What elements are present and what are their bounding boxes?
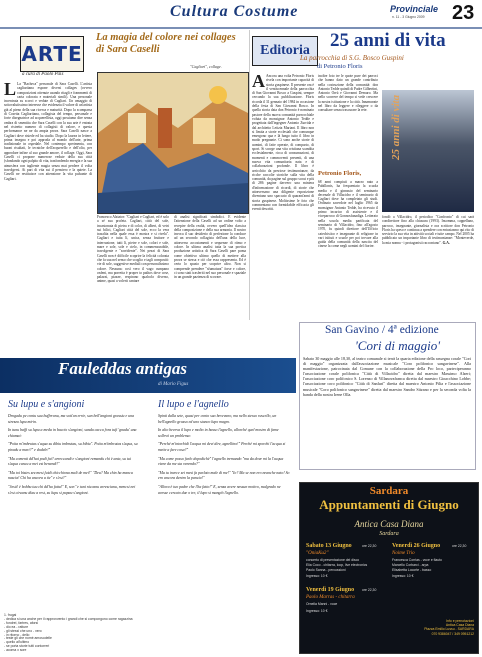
glossary-entry: - se porta storie tutti contorreri [4,644,50,649]
editoria-logo: Editoria [260,43,310,58]
ad-header: Sardara [369,485,409,497]
newspaper-brand: Provinciale [390,4,439,14]
event-2-names: Francesca Corrias - voce e flauto [392,558,442,562]
ad-title: Appuntamenti di Giugno [319,497,459,512]
poem-stanza: Drogadu pe contu suu bufferanu, ma sott'an errie, sun bell'angioni grassiu e una strezza lupu mirin. [8,414,135,424]
editoria-headline: 25 anni di vita [330,30,446,51]
poem-sardinian-title: Su lupu e s'angioni [8,399,85,410]
poem-stanza: In tunu baffi su lupu a meda in baccio s'angioni, sanda cacca fora tufi 'gnadu' una chiamai: [8,428,137,438]
arte-column-1-text: La "Bacheca" personale di Sara Caselli. L'artista cagliaritana espone diversi collages (ovvero composizioni ottenute usando ritagli e frammenti di carta colorata e materiali simili). Una personale incentrata su scorci e vedute di Cagliari. Un omaggio di sottovalutissimo interesse che evidenzia il valore di un'artista già al pieno della sua ricerca e maturità. Dopo la scomparsa di Cosetta Cagliaritana, collagista del tempo, personale e forte disegnatrice ad acquerellista, oggi possiamo dire senza ombra di smentita che Sara Caselli con la sua arte è entrata nel ristretto numero di collagisti di valore, e questa performance ne ne da ampia prova. Sara Caselli nasce a Cagliari dove risiede ed ha studio. Dopo la laurea in lettere, prima insegna e poi approda al mondo dell'arte, prima tradizionale in ospedale. Nel contempo sperimenta, con buoni risultati, le tecniche dell'acquerello e dell'olio, per approdare infine al suo grande amore, il collage. Oggi, Sara Caselli ci propone numerose vedute della sua città (sfondando ogni palpito di vita, trasfondendo energia e la sua atmosfera con tagliente magia senza mai perdere il volta travolgersi. Ai part di vita sui il pensiero e la quiete. La Caselli ne restituisce con attenzione la vita pulsante di Cagliari. [4,82,92,181]
poem-italian-title: Il lupo e l'agnello [158,399,229,410]
event-1-desc: concerto di presentazione del disco [306,558,360,562]
arte-column-2: Francesco Alziator: "Cagliari e Cagliari, ed è solo a sé sua profeta. Cagliari, città del sole, incastonata di pietra e di color, di alberi, di vetri sui bilici, Cagliari città del sole, ecco la vera trasaltia nella quale essa è mostra e si rivela". Cagliari e tutta lì, unica, senza fruttare e interruzione, tutti lì, pietre e sole, colori e sole, mare e sole, sole e cielo, in commensurabile, travolgente e "sorridente". Nei pezzi di Sara Caselli non è difficile scoprire la felicità colorata che fa sua nel senso che scoglio e tagli compositi: vie di sole, suggestive mediali con personalissimo colore. Nessuna: così vero il vago cumpano onfeni, ma porretta è proper to pathos dove cose, palazzi, piazze, respirano qualcolo diverso, anime, quasi a volerti cantare [97,215,169,284]
editoria-dropcap: A [252,74,265,91]
poem-italian [158,414,290,652]
editoria-author: di Petronio Floris [317,63,363,70]
glossary [4,614,144,653]
ad-info-block [400,619,474,636]
poem-stanza: "Allora è tuo padre che l'ha fatto!" E, senza avere nessun motivo, malgrado ne avesse cercato due o tre, il lupo si mangiò l'agnello. [158,484,281,495]
poem-stanza: "Jnsà! è bobbu tuu chi dd'ha fattu!" E, son' 'e tuni niccanu arrescianu, mencsi nei s'est circanu diau a rest, su lupu si papau s'angioni. [8,484,136,495]
ad-venue-sub: Sardara [379,531,399,537]
editoria-signature: G.A. [442,240,450,245]
arte-dropcap: L [4,82,17,99]
event-3-entry: Ingresso: 10 € [306,609,328,613]
san-gavino-title: San Gavino / 4ª edizione [325,324,439,336]
poem-stanza: "Ma come posso farlo dopodichè" l'agnello tremando "ma da dove mi la l'acqua viene da me sta venendo?" [158,456,284,467]
glossary-entry: - gli stessi che uno - vero [4,628,42,633]
book-cover-title: 25 anni di vita [390,94,402,160]
poem-stanza: In alto beveva il lupo e molto in basso l'agnello, allorché quel mostro di fame sollevò un problema: [158,428,279,438]
arte-column-1 [4,82,92,354]
poem-stanza: "Ma comenti dd'hai podi fai? arreccandi e s'angioni remandu chi è anta, su tui s'aqua cancu a mei est benendi!" [8,456,131,467]
event-1-date: Sabato 13 Giugno [306,543,352,549]
event-1-names: Elia Coco - chitarra, loop, live electronics [306,563,368,567]
section-title: Cultura Costume [170,3,299,20]
event-1-band: "OniaKu2" [306,551,329,556]
event-2-date: Venerdì 26 Giugno [392,543,441,549]
event-1-names2: Paolo Sanna - percussioni [306,568,346,572]
issue-date: n. 11 - 3 Giugno 2009 [392,15,425,19]
page-header [0,0,482,30]
editoria-column-4-text: fondò a Villacidro, il periodico "Confronto" di cui sarà condirettore fino alla chiusura (1993). Insomma, cappellano, parroco, insegnante, giornalista e ora scrittore don Petronio Floris ha speso e continua a spendere con entusiasmo qui rito di servizio la sua vita in attività sociali e tutte campo. Nel 2005 ha pubblicato un importante libro di testimonianze: "Monteverde, la mia nonna - i protagonisti raccontano". [382,215,474,245]
editoria-column-1 [252,74,314,320]
ad-info-line: Piazza Emilio Lussu - SARDARA [424,627,474,632]
poem-stanza: "Poita m'imbrutas s'aqua su dibiu imbrutau, su bibiu". Poita m'imbrutas s'aqua, su piradu a mari?" e dodele!" [8,442,138,452]
ad-info-line: 070 9386047 / 349 0951212 [431,631,474,636]
poem-stanza: "Ma tu invece sei mesi fa parlato male di me!" "Io? Ma se non ero neanche nato! So ero ancora dentro la pancia!" [158,470,290,481]
event-3-band: Paolo Marras - chitarra [306,595,355,600]
editoria-column-2: inoltre foto tre le quote pure dei parroci che hanno dato un grande contributo nella costruzione della comunità: don Antonio Tedde quindi di Padre Gilbertini, Antonio Orrù e Giovanni Demuro. Ma nello scorrere del tempo si vede crescere la nostra istituzione e la città. Innamorate nel libro da leggere e rileggere o da consultare senza trascurare la rete. [318,74,378,113]
glossary-entry: - quello all'ultimo [4,640,30,645]
glossary-entry: - fondrei, fartres, aforsi [4,620,39,625]
event-2-entry: Ingresso: 10 € [392,574,414,578]
editoria-column-1-text: Ancora una volta Petronio Floris rivela con importante capacità di storia guspinese. Il presente ora è il ventiscennale della parrocchia di San Giovanni Bosco a Guspini, sempre cercando la sua pubblicazione. Floris ricorda il 31 gennaio del 1984 in occasione della festa di San Giovanni Bosco. In quella storia data don Petronio è nominato pastore della nuova comunità parrocchiale voluta da monsignor Antonio Tedde e progettata dall'ingegner Antonio Zurrida e dal architetto Letizia Mariani. Il libro non si limita a storie ecclesiali che comunque emergono qua e là lungo tutto il libro in modo pregnante. Ci sono anche storie di uomini, di fatte operate, di comparto, di sport. Si scorge una vita cristiana scandita ecclesialmente, ricca di consumazioni, di momenti e commoventi presenti, di una nuova vita comunitaria nata e di collaborazioni profonde. Il libro è arricchito da preziose testimonianze, da ricche raccolte storiche sulla vita della comunità, da pagine sul gruppo scout e più di 286 pagine davvero una miniera d'informazione di ricordi, di storie che attraversano una diligente esposizione diventano uno spaccato di quarant'anni di storia guspinese. Moltissime le foto che commentano con formidabile efficacia gli eventi descritti. [252,74,314,212]
book-cover-image [382,90,474,212]
event-1-entry: Ingresso: 10 € [306,574,328,578]
arte-logo: ARTE [21,42,83,66]
collage-illustration [98,73,248,213]
page-number: 23 [452,2,475,24]
fauleddas-title: Fauleddas antigas [58,359,187,378]
glossary-entry: - in ritorno - dello [4,632,30,637]
glossary-entry: 1. frugai [4,613,17,617]
arte-author: a cura di Paolo Pais [22,72,64,77]
san-gavino-subtitle: 'Cori di maggio' [355,338,441,353]
collage-caption: "Cagliari", collage. [190,64,222,69]
glossary-entry: - acoma x sore [4,648,27,653]
event-2-band: Noime Trio [392,551,415,556]
column-divider [249,30,250,320]
petronio-heading: Petronio Floris, [318,170,362,177]
glossary-entry: - teste gli che nomè amosodelle [4,636,52,641]
poem-stanza: Spinti dalla sete, quasi per conto suo bevevano, ma nello stesso ruscello, un bell'agnello grasso ed uno stanco lupo magro. [158,414,277,424]
event-advertisement [299,482,479,654]
glossary-entry: - dedica si una anche per il rapprovvento i grandi che si compongono come ragazzina [4,616,133,621]
event-3-date: Venerdì 19 Giugno [306,587,355,593]
editoria-subtitle: La parrocchia di S.G. Bosco Guspini [300,54,404,62]
collage-image [97,72,249,214]
event-3-time: ore 22,30 [362,588,377,592]
header-rule [0,27,482,29]
event-2-time: ore 22,30 [452,544,467,548]
event-1-time: ore 22,30 [362,544,377,548]
poem-stanza: "Ma toi bistes sez mesi fuidi chicchiona mali de mei!" "Deu? Ma chin ha manca nascia! Chi ha ancora a tie" e s'est?" [8,470,133,481]
arte-column-3: di analisi significati simbolici. È evidente l'attenzione della Caselli ad un ordine volto a recepire della realtà, ovvero quell'idea classica della composizione e della sua armonia. Il nostro invoca il suo desiderio di perfezione la conduce ad un secondo collagista dell'una della luce, attraverso accostamenti e sequenze di ritmo e colore. In ultima analisi tutta la sua poetica produzione artistica di Sara Caselli pare poma come obiettivo ultimo quello di mettere alla prova se stessa e ciò che essa rappresenta. Ed è certo lo spazio per scoprire altro. Non si comprende prendere "sfumatura" forse e colore, ci sono stati trasferiti nel suo personale e spaziale in un grande pazienza di scovare. [174,215,246,280]
event-2-names2: Marcello Corbarci - arpa [392,563,429,567]
event-2-names3: Elisabetta Locorte - basso [392,568,432,572]
poem-sardinian [8,414,138,612]
glossary-entry: - dio ea - ratture [4,624,29,629]
editoria-column-4 [382,215,474,315]
san-gavino-body: Sabato 30 maggio alle 18,30, al teatro comunale si terrà la quarta edizione della rassegna corale "Cori di maggio" organizzata dall'associazione musicale "Coro polifonico sangavinese". Alla manifestazione, patrocinata dal Comune con la collaborazione della Pro loco, parteciperanno l'associazione corale polifonica "Città di Villacidro" diretta dal maestro Massimo Alzeri; l'associazione coro polifonico S. Lorenzo di Villanovafranca diretta dal maestro Gioacchino Lobbe; l'associazione coro polifonico "Città di Sanluri" diretta dal maestro Antonio Pilia e l'associazione musicale "Coro polifonico sangavinese" diretta dal maestro Sandro Sitzano e per la seconda volta la banda della nostra Irene Olla. [303,356,471,397]
ad-info-line: Antica Casa Diana [445,623,474,628]
editoria-column-3: 68 anni compiuti a marzo nato a Pabillonis, ha frequentato la scuola media e il ginnasio del seminario decenale di Villacidro e il seminario di Cagliari dove ha completato gli studi. Ordinato sacerdote nel luglio 1965 da monsignor Antonio Tedde, ha ricevuto il primo incarico di assistente e il viceparroco di Gonnosfanadiga. Letterato nella scuola media parificata del seminario di Villacidro, fino all'agosto 1970, fu quindi direttore dell'Ufficio catechistico e insegnante di religione in vari istituti e scuole per poi trovare alla guida della comunità della nascita del cinese la come negli uomini del fiorire. [318,180,378,249]
event-3-names: Ornella Manni - voce [306,602,338,606]
arte-logo-box [20,36,84,72]
fauleddas-author: di Mario Figus [158,382,189,387]
poem-stanza: "Perché m'intorbidi l'acqua mi devi dire, agnellino!" Perché mi sporchi l'acqua si mette a fare cosa?" [158,442,286,452]
ad-info-line: Info e prenotazioni [446,619,474,623]
ad-venue: Antica Casa Diana [354,519,424,529]
arte-headline: La magia del colore nei collages di Sara Caselli [96,32,236,55]
